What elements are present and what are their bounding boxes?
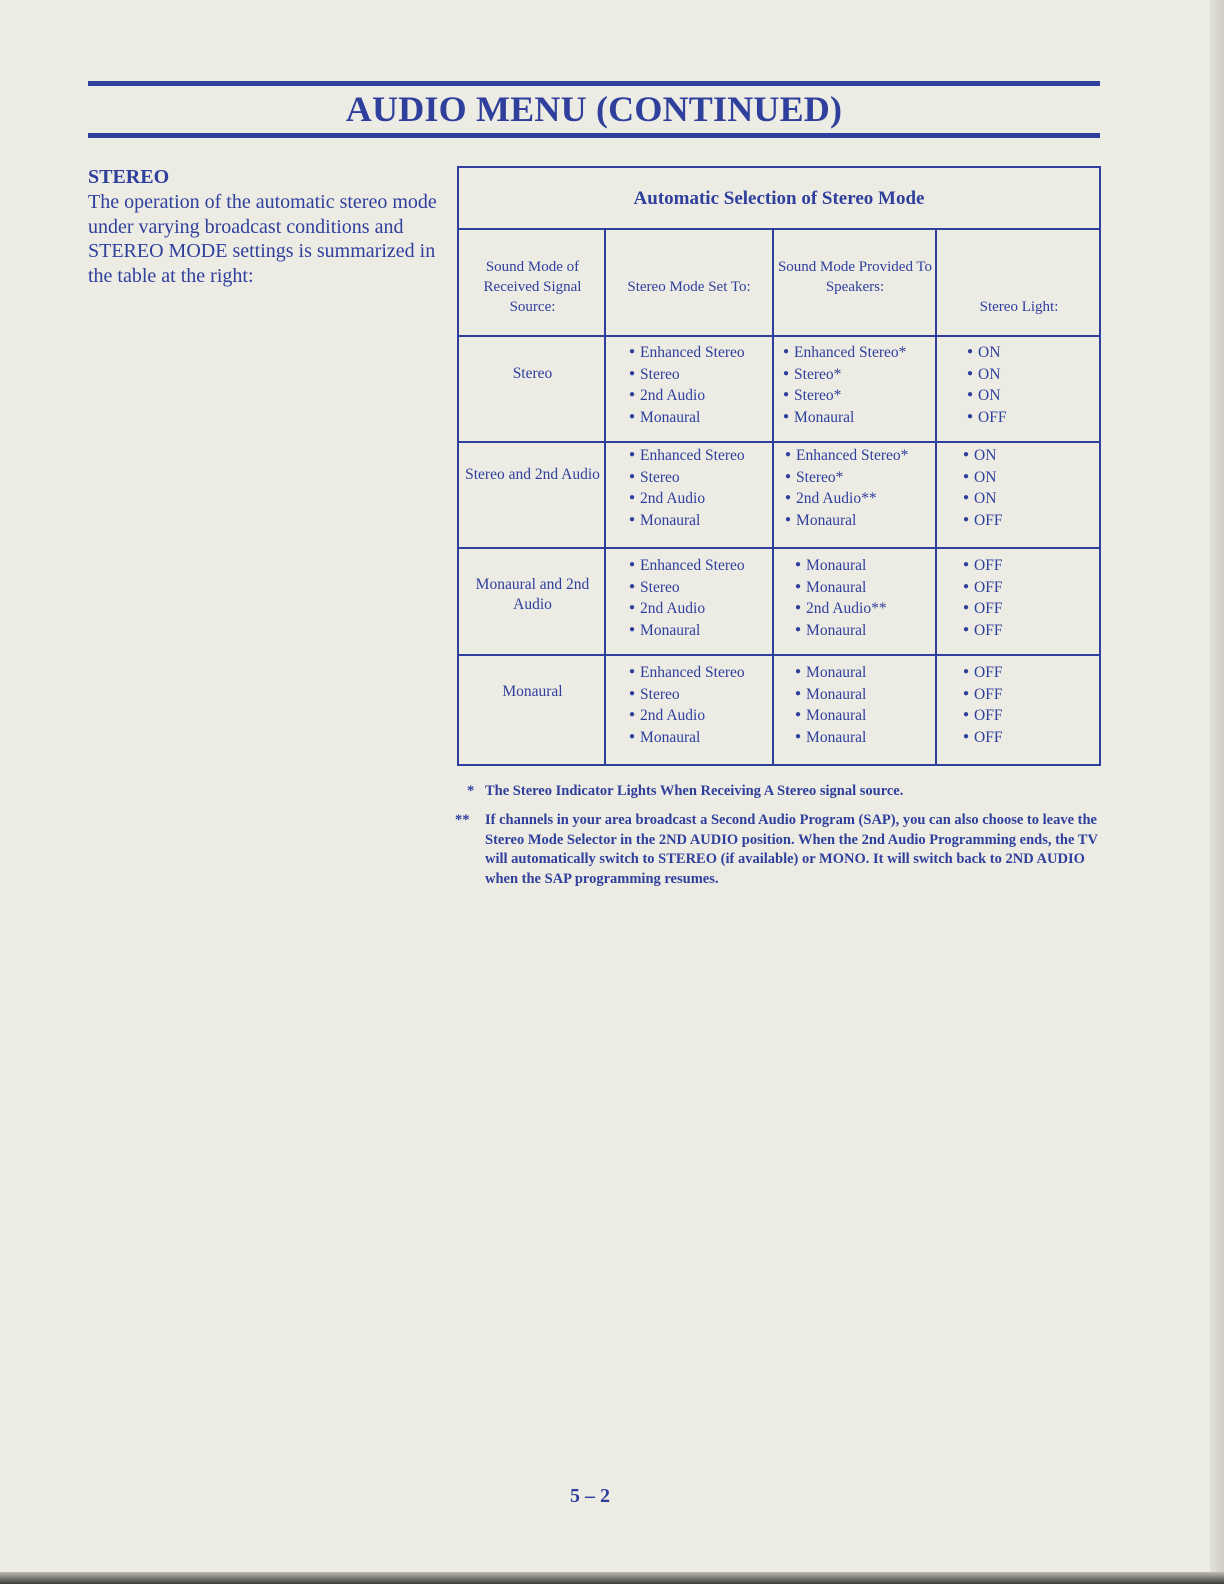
table-title: Automatic Selection of Stereo Mode bbox=[633, 188, 925, 209]
light-list bbox=[963, 556, 1002, 642]
list-item: ● OFF bbox=[963, 621, 1002, 643]
list-item: ● OFF bbox=[963, 578, 1002, 600]
list-item: ● ON bbox=[967, 365, 1006, 387]
list-item: ● OFF bbox=[963, 556, 1002, 578]
list-item: ● Monaural bbox=[795, 556, 887, 578]
table-rule bbox=[604, 228, 606, 764]
list-item: ● Enhanced Stereo bbox=[629, 446, 745, 468]
list-item: ● OFF bbox=[967, 408, 1006, 430]
row-source-label: Stereo and 2nd Audio bbox=[465, 466, 600, 483]
list-item: ● Monaural bbox=[783, 408, 906, 430]
list-item: ● Monaural bbox=[629, 511, 745, 533]
set-to-list bbox=[629, 446, 745, 532]
list-item: ● Monaural bbox=[795, 578, 887, 600]
list-item: ● Enhanced Stereo* bbox=[783, 343, 906, 365]
list-item: ● 2nd Audio bbox=[629, 489, 745, 511]
list-item: ● ON bbox=[967, 343, 1006, 365]
list-item: ● OFF bbox=[963, 706, 1002, 728]
list-item: ● ON bbox=[967, 386, 1006, 408]
table-rule bbox=[772, 228, 774, 764]
list-item: ● Enhanced Stereo bbox=[629, 343, 745, 365]
list-item: ● Stereo bbox=[629, 578, 745, 600]
table-rule bbox=[459, 654, 1099, 656]
list-item: ● Monaural bbox=[795, 663, 866, 685]
table-rule bbox=[935, 228, 937, 764]
footnote-single-asterisk bbox=[455, 782, 1105, 802]
list-item: ● 2nd Audio bbox=[629, 386, 745, 408]
list-item: ● Stereo* bbox=[783, 365, 906, 387]
list-item: ● ON bbox=[963, 489, 1002, 511]
footnote-text: If channels in your area broadcast a Second Audio Program (SAP), you can also choose to leave the Stereo Mode Selector in the 2ND AUDIO position. When the 2nd Audio Programming ends, the TV will automatically switch to STEREO (if available) or MONO. It will switch back to 2ND AUDIO when the SAP programming resumes. bbox=[485, 812, 1098, 887]
list-item: ● Stereo* bbox=[785, 468, 908, 490]
page-edge-shadow bbox=[1210, 0, 1224, 1584]
header-stereo-light: Stereo Light: bbox=[979, 299, 1059, 315]
header-source: Sound Mode of Received Signal Source: bbox=[483, 259, 582, 315]
list-item: ● 2nd Audio bbox=[629, 706, 745, 728]
light-list bbox=[963, 663, 1002, 749]
page-number: 5 – 2 bbox=[570, 1485, 610, 1507]
list-item: ● Monaural bbox=[795, 706, 866, 728]
title-rule-bottom bbox=[88, 133, 1100, 138]
section-heading: STEREO bbox=[88, 166, 170, 188]
table-rule bbox=[459, 335, 1099, 337]
row-source-label: Monaural bbox=[502, 683, 563, 700]
table-rule bbox=[459, 441, 1099, 443]
list-item: ● 2nd Audio bbox=[629, 599, 745, 621]
list-item: ● 2nd Audio** bbox=[785, 489, 908, 511]
list-item: ● OFF bbox=[963, 511, 1002, 533]
list-item: ● Monaural bbox=[629, 728, 745, 750]
list-item: ● Stereo* bbox=[783, 386, 906, 408]
list-item: ● Enhanced Stereo* bbox=[785, 446, 908, 468]
provided-list bbox=[795, 663, 866, 749]
list-item: ● OFF bbox=[963, 599, 1002, 621]
row-source-label: Monaural and 2nd Audio bbox=[475, 576, 590, 613]
footnote-text: The Stereo Indicator Lights When Receiving A Stereo signal source. bbox=[485, 783, 904, 799]
stereo-mode-table bbox=[457, 166, 1101, 766]
provided-list bbox=[785, 446, 908, 532]
list-item: ● OFF bbox=[963, 663, 1002, 685]
list-item: ● Monaural bbox=[795, 728, 866, 750]
section-body: The operation of the automatic stereo mode under varying broadcast conditions and STEREO MODE settings is summarized in the table at the right: bbox=[88, 191, 437, 287]
set-to-list bbox=[629, 343, 745, 429]
list-item: ● Enhanced Stereo bbox=[629, 556, 745, 578]
table-rule bbox=[459, 228, 1099, 230]
light-list bbox=[967, 343, 1006, 429]
footnote-double-asterisk bbox=[455, 811, 1105, 889]
provided-list bbox=[783, 343, 906, 429]
list-item: ● Monaural bbox=[629, 621, 745, 643]
page-title: AUDIO MENU (CONTINUED) bbox=[345, 89, 843, 129]
list-item: ● Monaural bbox=[795, 621, 887, 643]
list-item: ● Stereo bbox=[629, 365, 745, 387]
list-item: ● Stereo bbox=[629, 468, 745, 490]
list-item: ● OFF bbox=[963, 685, 1002, 707]
table-rule bbox=[459, 547, 1099, 549]
set-to-list bbox=[629, 556, 745, 642]
list-item: ● Monaural bbox=[785, 511, 908, 533]
header-provided: Sound Mode Provided To Speakers: bbox=[777, 259, 933, 295]
set-to-list bbox=[629, 663, 745, 749]
list-item: ● Enhanced Stereo bbox=[629, 663, 745, 685]
provided-list bbox=[795, 556, 887, 642]
list-item: ● ON bbox=[963, 446, 1002, 468]
row-source-label: Stereo bbox=[512, 365, 553, 382]
header-set-to: Stereo Mode Set To: bbox=[627, 279, 751, 295]
list-item: ● Stereo bbox=[629, 685, 745, 707]
list-item: ● 2nd Audio** bbox=[795, 599, 887, 621]
footnote-mark: ** bbox=[455, 812, 470, 828]
list-item: ● Monaural bbox=[795, 685, 866, 707]
list-item: ● Monaural bbox=[629, 408, 745, 430]
list-item: ● ON bbox=[963, 468, 1002, 490]
page-bottom-edge bbox=[0, 1572, 1224, 1584]
light-list bbox=[963, 446, 1002, 532]
title-rule-top bbox=[88, 81, 1100, 86]
list-item: ● OFF bbox=[963, 728, 1002, 750]
footnote-mark: * bbox=[467, 783, 475, 799]
